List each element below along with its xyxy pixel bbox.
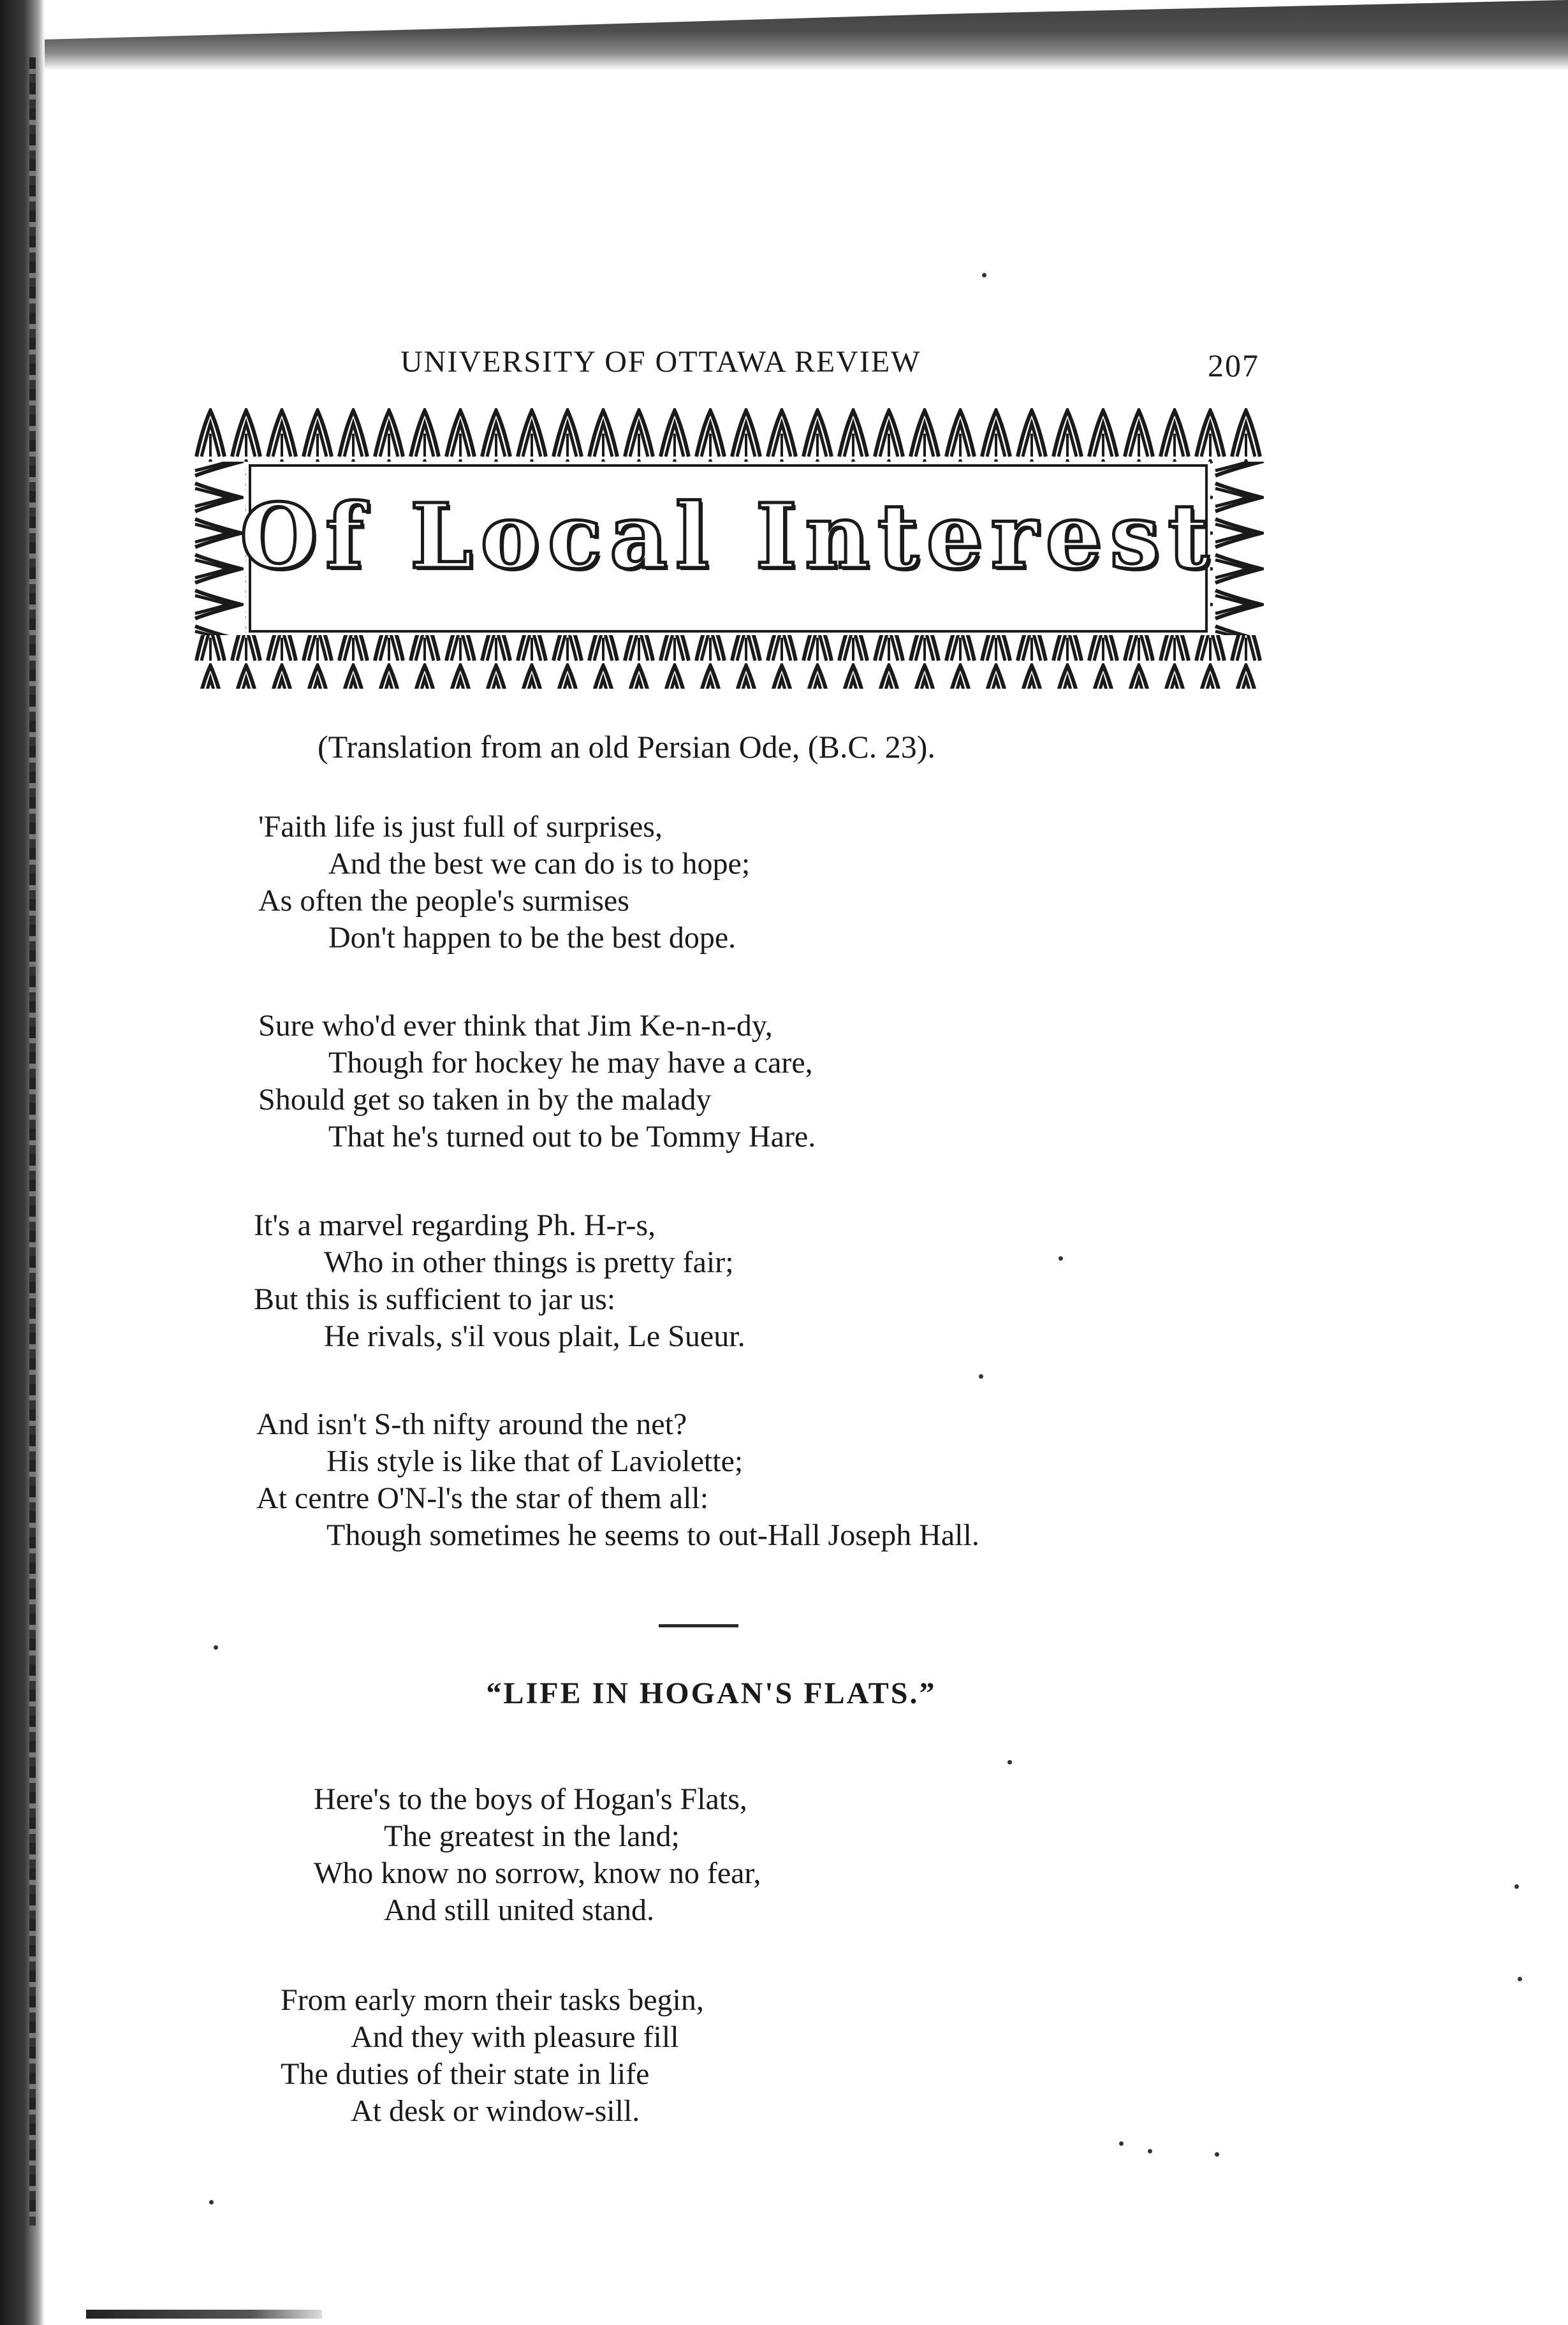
poem-line: Though sometimes he seems to out-Hall Joseph Hall. — [326, 1518, 979, 1552]
poem1-stanza-4 — [256, 1406, 979, 1554]
poem1-stanza-2 — [258, 1008, 816, 1155]
poem-subtitle: (Translation from an old Persian Ode, (B.C. 23). — [318, 729, 935, 765]
scan-edge-bottom — [86, 2310, 322, 2319]
scan-speck — [1119, 2141, 1124, 2146]
poem-line: And isn't S-th nifty around the net? — [256, 1407, 687, 1441]
section-divider — [659, 1624, 738, 1627]
scan-speck — [214, 1645, 218, 1650]
poem-line: Don't happen to be the best dope. — [328, 921, 736, 955]
poem-line: Here's to the boys of Hogan's Flats, — [314, 1782, 747, 1816]
scan-speck — [1007, 1760, 1012, 1764]
poem-line: From early morn their tasks begin, — [281, 1983, 704, 2017]
poem2-title-text: “LIFE IN HOGAN'S FLATS.” — [486, 1676, 937, 1710]
poem-line: And they with pleasure fill — [351, 2020, 679, 2054]
poem-line: Should get so taken in by the malady — [258, 1083, 712, 1117]
poem-line: He rivals, s'il vous plait, Le Sueur. — [324, 1319, 745, 1353]
poem-line: As often the people's surmises — [258, 884, 629, 918]
poem-line: His style is like that of Laviolette; — [326, 1444, 744, 1478]
poem-line: Who know no sorrow, know no fear, — [314, 1856, 761, 1890]
poem-line: At desk or window-sill. — [351, 2094, 640, 2128]
scan-speck — [1514, 1884, 1519, 1889]
banner-title: Of Local Interest — [240, 485, 1217, 589]
poem-line: That he's turned out to be Tommy Hare. — [328, 1120, 816, 1154]
poem-line: But this is sufficient to jar us: — [254, 1282, 616, 1316]
poem-line: Sure who'd ever think that Jim Ke-n-n-dy, — [258, 1009, 773, 1043]
poem2-title — [0, 1676, 1568, 1711]
scan-speck — [1518, 1977, 1522, 1981]
poem2-stanza-1 — [314, 1781, 761, 1929]
poem2-stanza-2 — [281, 1982, 704, 2130]
scan-speck — [1215, 2152, 1219, 2157]
poem1-stanza-3 — [254, 1207, 745, 1355]
scan-speck — [979, 1374, 983, 1379]
poem-line: It's a marvel regarding Ph. H-r-s, — [254, 1208, 656, 1242]
poem-line: At centre O'N-l's the star of them all: — [256, 1481, 709, 1515]
poem-line: And the best we can do is to hope; — [328, 847, 751, 881]
scan-speck — [1148, 2149, 1152, 2153]
scan-speck — [209, 2200, 214, 2204]
scan-speck — [982, 273, 986, 277]
page-header — [0, 344, 1568, 389]
scan-edge-top — [0, 0, 1568, 70]
poem-line: The greatest in the land; — [384, 1819, 680, 1853]
poem-line: Though for hockey he may have a care, — [328, 1046, 813, 1080]
poem-line: 'Faith life is just full of surprises, — [258, 810, 663, 844]
scan-speck — [1059, 1256, 1063, 1261]
running-head: UNIVERSITY OF OTTAWA REVIEW — [400, 345, 921, 379]
poem-line: And still united stand. — [384, 1893, 654, 1927]
poem-line: Who in other things is pretty fair; — [324, 1245, 734, 1279]
section-banner — [193, 408, 1264, 689]
page-number: 207 — [1208, 348, 1259, 383]
poem1-stanza-1 — [258, 809, 750, 957]
poem-line: The duties of their state in life — [281, 2057, 650, 2091]
